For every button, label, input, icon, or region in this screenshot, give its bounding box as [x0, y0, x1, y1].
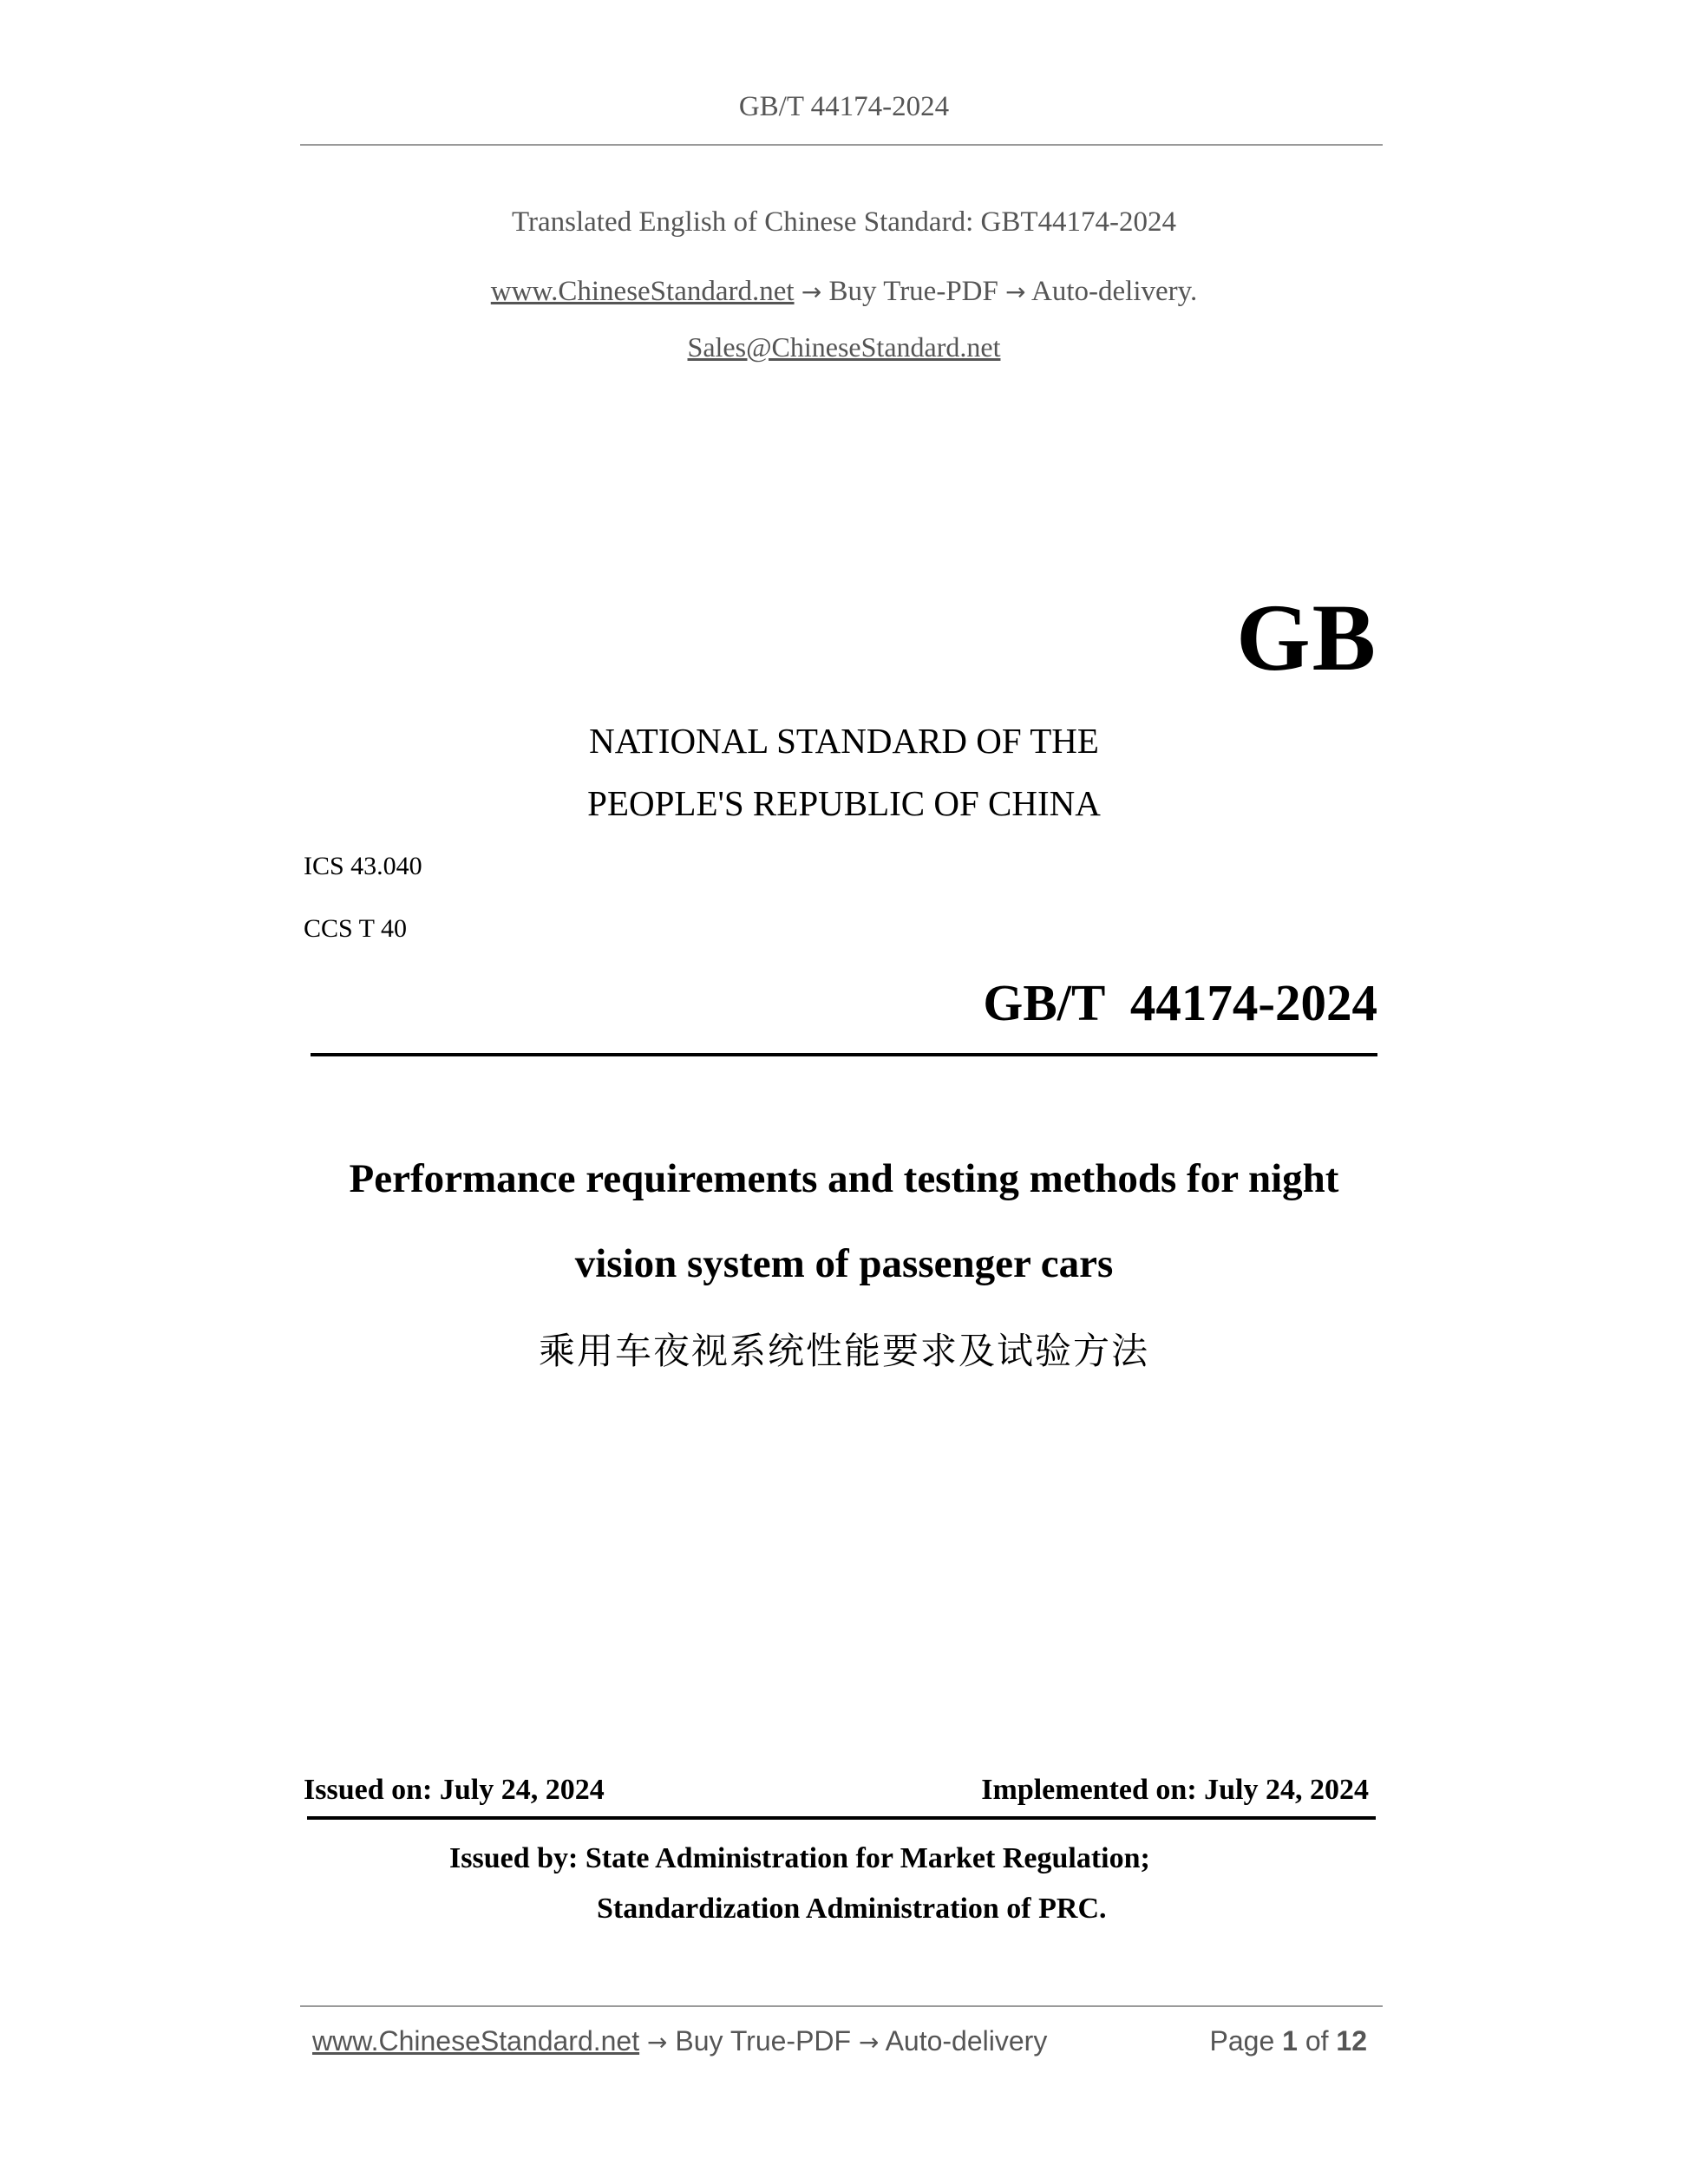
running-header: GB/T 44174-2024	[738, 91, 950, 122]
ccs-code: CCS T 40	[304, 914, 407, 943]
arrow-right-icon: →	[801, 278, 822, 306]
delivery-text: Auto-delivery.	[1031, 276, 1198, 307]
arrow-right-icon: →	[858, 2028, 880, 2056]
page-total: 12	[1336, 2025, 1367, 2056]
issued-by-line2: Standardization Administration of PRC.	[597, 1893, 1107, 1925]
page-indicator	[1210, 2025, 1367, 2057]
footer-divider	[300, 2005, 1383, 2007]
purchase-line	[0, 276, 1688, 308]
footer-buy-text: Buy True-PDF	[675, 2025, 852, 2056]
email-line	[0, 331, 1688, 363]
arrow-right-icon: →	[1005, 278, 1026, 306]
standard-number-rule	[311, 1053, 1377, 1056]
arrow-right-icon: →	[647, 2028, 668, 2056]
standard-number: GB/T 44174-2024	[983, 974, 1377, 1031]
national-standard-line1: NATIONAL STANDARD OF THE	[589, 721, 1099, 761]
footer-delivery-text: Auto-delivery	[885, 2025, 1048, 2056]
footer-purchase-line	[312, 2025, 1047, 2057]
site-link[interactable]: www.ChineseStandard.net	[490, 276, 795, 307]
document-title-line1: Performance requirements and testing methods for night	[349, 1156, 1339, 1201]
page-label: Page	[1209, 2025, 1275, 2056]
national-standard-line2: PEOPLE'S REPUBLIC OF CHINA	[587, 783, 1101, 823]
footer-site-link[interactable]: www.ChineseStandard.net	[312, 2025, 640, 2056]
buy-text: Buy True-PDF	[828, 276, 998, 307]
document-title-line2: vision system of passenger cars	[574, 1241, 1114, 1286]
of-label: of	[1305, 2025, 1329, 2056]
header-divider	[300, 144, 1383, 146]
implemented-on-date: Implemented on: July 24, 2024	[981, 1774, 1369, 1806]
ics-code: ICS 43.040	[304, 852, 422, 880]
email-link[interactable]: Sales@ChineseStandard.net	[687, 331, 1001, 363]
issue-date-rule	[307, 1816, 1376, 1820]
translation-notice: Translated English of Chinese Standard: GBT44174-2024	[512, 206, 1176, 238]
issued-on-date: Issued on: July 24, 2024	[304, 1774, 605, 1806]
issued-by-line1: Issued by: State Administration for Market Regulation;	[449, 1842, 1150, 1874]
document-title-chinese: 乘用车夜视系统性能要求及试验方法	[538, 1330, 1149, 1372]
gb-logo: GB	[1236, 585, 1377, 690]
page-number: 1	[1282, 2025, 1298, 2056]
